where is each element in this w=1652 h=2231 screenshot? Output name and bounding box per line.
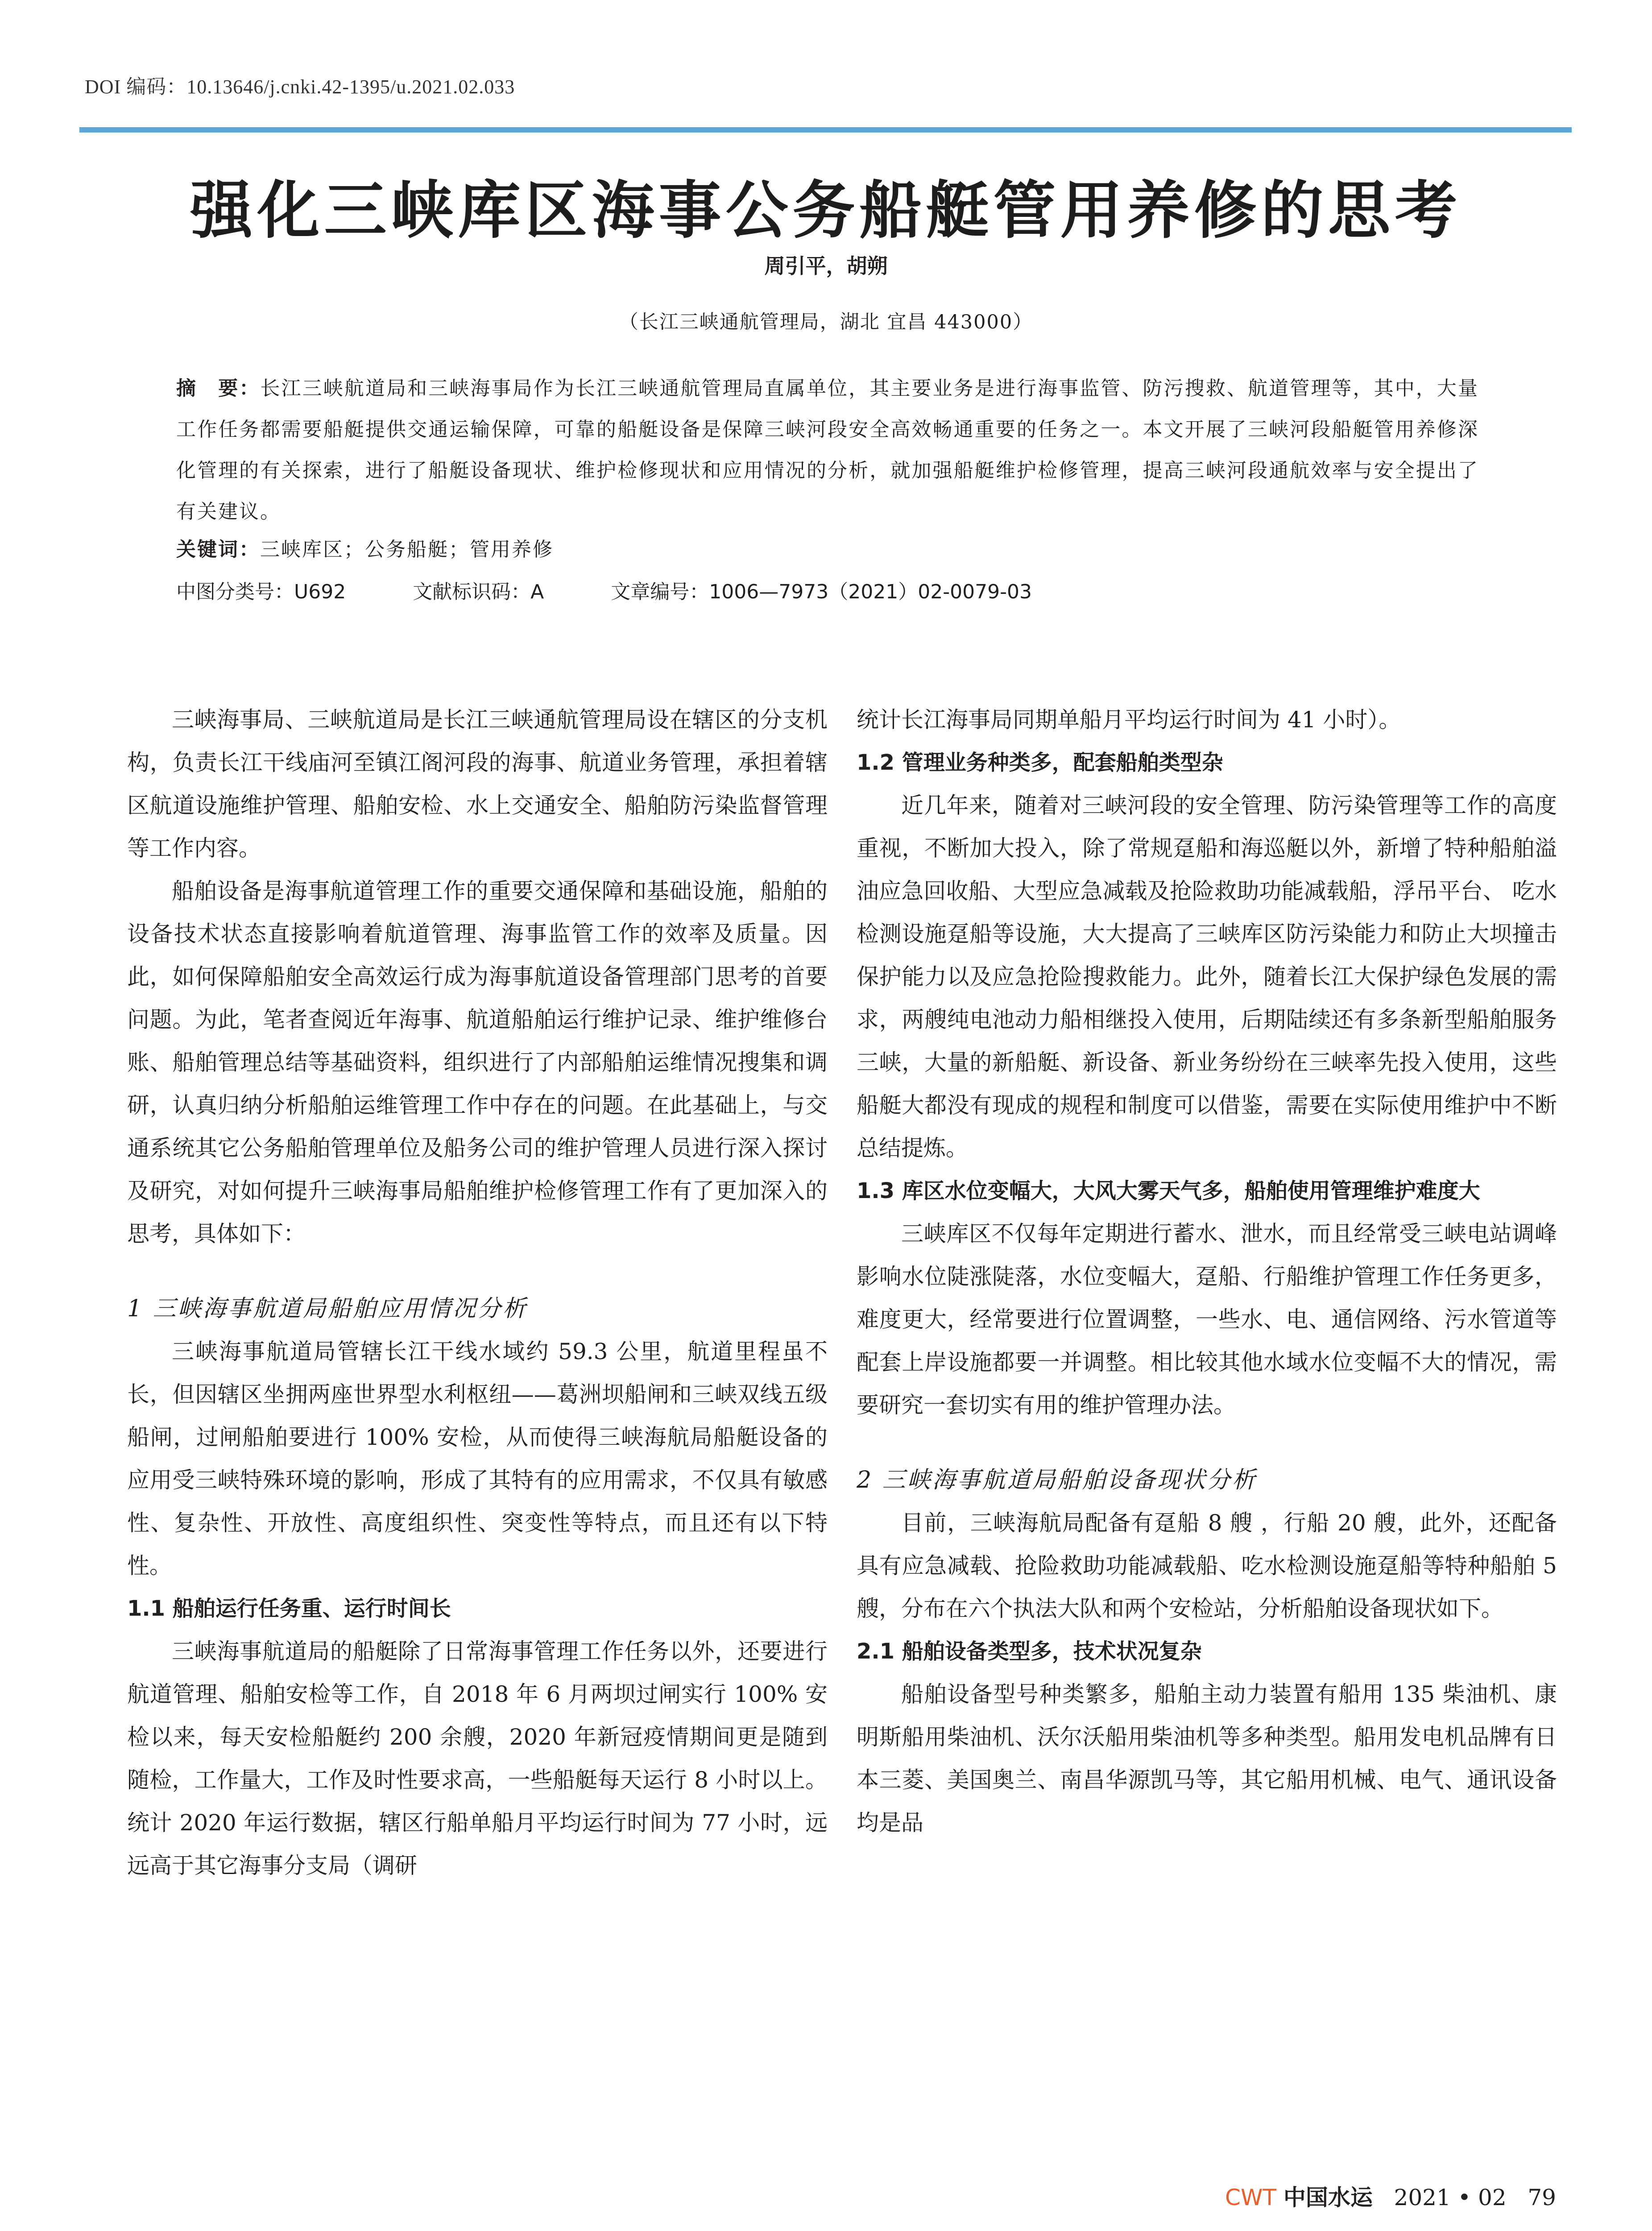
keywords xyxy=(176,533,554,562)
keywords-label: 关键词： xyxy=(176,538,260,561)
affiliation: （长江三峡通航管理局，湖北 宜昌 443000） xyxy=(619,311,1033,333)
issue: 2021 • 02 xyxy=(1394,2185,1507,2210)
doi-header: DOI 编码：10.13646/j.cnki.42-1395/u.2021.02.033 xyxy=(85,76,515,98)
abstract xyxy=(176,368,1479,532)
subsection-heading-2-1: 2.1 船舶设备类型多，技术状况复杂 xyxy=(857,1639,1202,1664)
subsection-heading-1-2: 1.2 管理业务种类多，配套船舶类型杂 xyxy=(857,750,1223,775)
paragraph: 三峡海事局、三峡航道局是长江三峡通航管理局设在辖区的分支机构，负责长江干线庙河至镇江阁河段的海事、航道业务管理，承担着辖区航道设施维护管理、船舶安检、水上交通安全、船舶防污染监督管理等工作内容。 xyxy=(127,707,828,861)
journal-name: 中国水运 xyxy=(1283,2184,1373,2210)
paragraph: 目前，三峡海航局配备有趸船 8 艘 ，行船 20 艘，此外，还配备具有应急减载、抢险救助功能减载船、吃水检测设施趸船等特种船舶 5 艘，分布在六个执法大队和两个安检站，分析船舶设备现状如下。 xyxy=(857,1510,1557,1621)
article-number: 文章编号：1006—7973（2021）02-0079-03 xyxy=(611,581,1032,603)
document-code: 文献标识码：A xyxy=(413,581,544,603)
keywords-text: 三峡库区；公务船艇；管用养修 xyxy=(260,538,554,561)
classification-line xyxy=(176,576,1099,604)
paragraph: 船舶设备是海事航道管理工作的重要交通保障和基础设施，船舶的设备技术状态直接影响着航道管理、海事监管工作的效率及质量。因此，如何保障船舶安全高效运行成为海事航道设备管理部门思考的首要问题。为此，笔者查阅近年海事、航道船舶运行维护记录、维护维修台账、船舶管理总结等基础资料，组织进行了内部船舶运维情况搜集和调研，认真归纳分析船舶运维管理工作中存在的问题。在此基础上，与交通系统其它公务船舶管理单位及船务公司的维护管理人员进行深入探讨及研究，对如何提升三峡海事局船舶维护检修管理工作有了更加深入的思考，具体如下： xyxy=(127,878,828,1247)
section-heading-2: 2 三峡海事航道局船舶设备现状分析 xyxy=(857,1467,1257,1493)
paragraph: 近几年来，随着对三峡河段的安全管理、防污染管理等工作的高度重视，不断加大投入，除了常规趸船和海巡艇以外，新增了特种船舶溢油应急回收船、大型应急减载及抢险救助功能减载船，浮吊平台、 吃水检测设施趸船等设施，大大提高了三峡库区防污染能力和防止大坝撞击保护能力以及应急抢险搜救能力。此外，随着长江大保护绿色发展的需求，两艘纯电池动力船相继投入使用，后期陆续还有多条新型船舶服务三峡，大量的新船艇、新设备、新业务纷纷在三峡率先投入使用，这些船艇大都没有现成的规程和制度可以借鉴，需要在实际使用维护中不断总结提炼。 xyxy=(857,792,1557,1161)
journal-logo: CWT xyxy=(1225,2185,1276,2210)
article-title: 强化三峡库区海事公务船艇管用养修的思考 xyxy=(190,174,1462,247)
paragraph: 三峡海事航道局管辖长江干线水域约 59.3 公里，航道里程虽不长，但因辖区坐拥两座世界型水利枢纽——葛洲坝船闸和三峡双线五级船闸，过闸船舶要进行 100% 安检，从而使得三峡海航局船艇设备的应用受三峡特殊环境的影响，形成了其特有的应用需求，不仅具有敏感性、复杂性、开放性、高度组织性、突变性等特点，而且还有以下特性。 xyxy=(127,1339,828,1579)
right-column xyxy=(857,698,1557,1844)
authors: 周引平，胡朔 xyxy=(764,254,888,278)
header-rule xyxy=(79,127,1572,133)
clc-number: 中图分类号：U692 xyxy=(176,581,346,603)
subsection-heading-1-3: 1.3 库区水位变幅大，大风大雾天气多，船舶使用管理维护难度大 xyxy=(857,1178,1480,1203)
paragraph: 三峡库区不仅每年定期进行蓄水、泄水，而且经常受三峡电站调峰影响水位陡涨陡落，水位变幅大，趸船、行船维护管理工作任务更多，难度更大，经常要进行位置调整，一些水、电、通信网络、污水管道等配套上岸设施都要一并调整。相比较其他水域水位变幅不大的情况，需要研究一套切实有用的维护管理办法。 xyxy=(857,1221,1557,1418)
subsection-heading-1-1: 1.1 船舶运行任务重、运行时间长 xyxy=(127,1596,451,1621)
section-heading-1: 1 三峡海事航道局船舶应用情况分析 xyxy=(127,1295,528,1322)
paragraph: 三峡海事航道局的船艇除了日常海事管理工作任务以外，还要进行航道管理、船舶安检等工作，自 2018 年 6 月两坝过闸实行 100% 安检以来，每天安检船艇约 200 余艘，2020 年新冠疫情期间更是随到随检，工作量大，工作及时性要求高，一些船艇每天运行 8 小时以上。统计 2020 年运行数据，辖区行船单船月平均运行时间为 77 小时，远远高于其它海事分支局（调研 xyxy=(127,1638,828,1879)
page-footer xyxy=(1225,2180,1556,2212)
page-number: 79 xyxy=(1528,2185,1556,2210)
abstract-text: 长江三峡航道局和三峡海事局作为长江三峡通航管理局直属单位，其主要业务是进行海事监管、防污搜救、航道管理等，其中，大量工作任务都需要船艇提供交通运输保障，可靠的船艇设备是保障三峡河段安全高效畅通重要的任务之一。本文开展了三峡河段船艇管用养修深化管理的有关探索，进行了船艇设备现状、维护检修现状和应用情况的分析，就加强船艇维护检修管理，提高三峡河段通航效率与安全提出了有关建议。 xyxy=(176,377,1479,523)
paragraph: 船舶设备型号种类繁多，船舶主动力装置有船用 135 柴油机、康明斯船用柴油机、沃尔沃船用柴油机等多种类型。船用发电机品牌有日本三菱、美国奥兰、南昌华源凯马等，其它船用机械、电气、通讯设备均是品 xyxy=(857,1681,1557,1836)
left-column xyxy=(127,698,828,1887)
abstract-label: 摘 要： xyxy=(176,377,261,400)
paragraph-continued: 统计长江海事局同期单船月平均运行时间为 41 小时）。 xyxy=(857,707,1401,733)
